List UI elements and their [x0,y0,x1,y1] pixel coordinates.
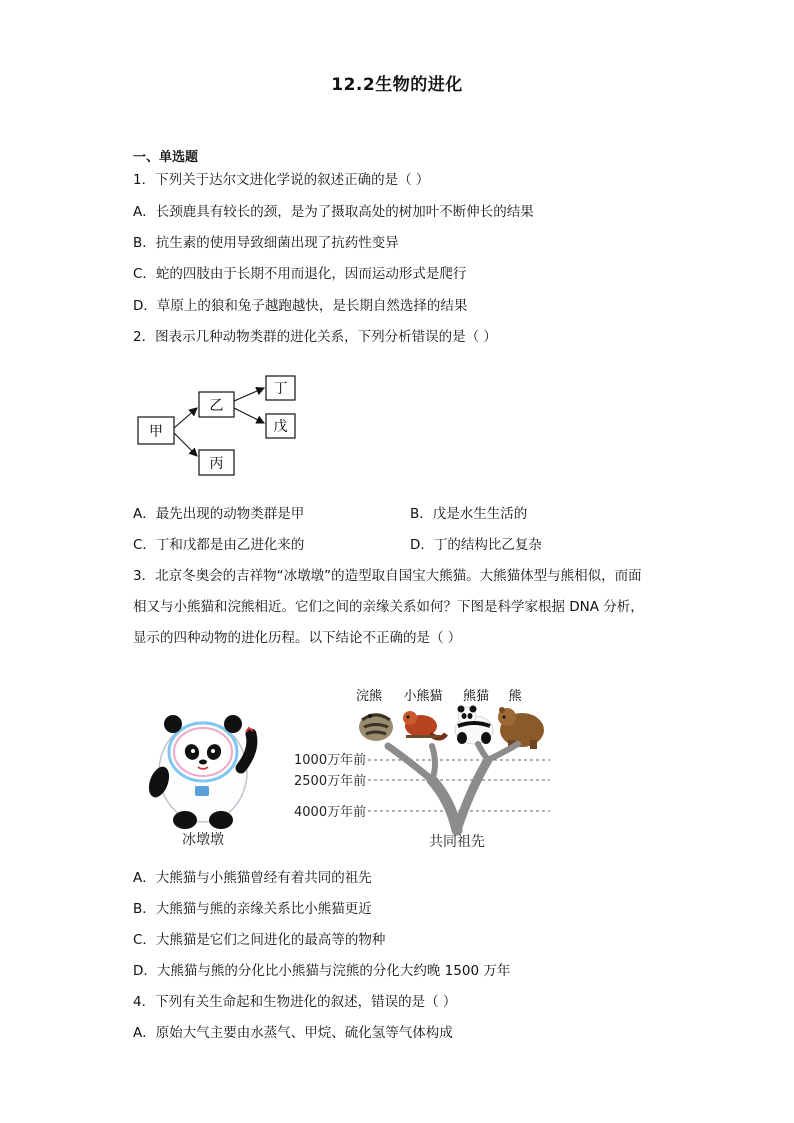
question-1-option-c: C．蛇的四肢由于长期不用而退化，因而运动形式是爬行 [133,266,467,282]
question-3-stem-line-3: 显示的四种动物的进化历程。以下结论不正确的是（ ） [133,630,462,646]
question-4-stem: 4．下列有关生命起和生物进化的叙述，错误的是（ ） [133,994,457,1010]
node-ding-label: 丁 [273,381,288,397]
arrow-jia-bing [174,433,197,456]
page-title: 12.2生物的进化 [331,75,463,95]
mascot-ear-left [164,715,182,733]
question-3-stem-line-1: 3．北京冬奥会的吉祥物“冰墩墩”的造型取自国宝大熊猫。大熊猫体型与熊相似，而面 [133,568,642,584]
time-label-4000: 4000万年前 [294,805,367,820]
section-heading: 一、单选题 [133,150,199,165]
node-bing-label: 丙 [209,456,224,472]
question-3-option-a: A．大熊猫与小熊猫曾经有着共同的祖先 [133,870,372,886]
arrow-jia-yi [174,408,197,428]
node-wu-label: 戊 [273,419,288,435]
node-yi-label: 乙 [209,398,224,414]
question-3-stem-line-2: 相又与小熊猫和浣熊相近。它们之间的亲缘关系如何？下图是科学家根据 DNA 分析， [133,599,644,615]
question-2-option-d: D．丁的结构比乙复杂 [410,537,542,553]
animal-label-red-panda: 小熊猫 [403,689,443,704]
question-1-stem: 1．下列关于达尔文进化学说的叙述正确的是（ ） [133,172,430,188]
question-2-option-a: A．最先出现的动物类群是甲 [133,506,305,522]
animal-label-raccoon: 浣熊 [355,689,383,704]
mascot-ear-right [224,715,242,733]
question-1-option-b: B．抗生素的使用导致细菌出现了抗药性变异 [133,235,399,251]
red-panda-image [403,711,446,738]
question-3-option-c: C．大熊猫是它们之间进化的最高等的物种 [133,932,386,948]
question-1-option-a: A．长颈鹿具有较长的颈，是为了摄取高处的树加叶不断伸长的结果 [133,204,534,220]
bear-image [498,707,544,749]
mascot-caption: 冰墩墩 [182,832,224,848]
question-2-stem: 2．图表示几种动物类群的进化关系，下列分析错误的是（ ） [133,329,497,345]
phylogeny-branches [388,744,518,830]
question-3-option-d: D．大熊猫与熊的分化比小熊猫与浣熊的分化大约晚 1500 万年 [133,963,511,979]
evolution-tree-diagram [130,370,310,480]
animal-label-giant-panda: 熊猫 [462,689,490,704]
animal-label-bear: 熊 [508,689,522,704]
time-label-1000: 1000万年前 [294,753,367,768]
mascot-leg-right [209,811,233,829]
giant-panda-image [455,706,493,745]
arrow-yi-wu [234,408,264,423]
raccoon-image [359,713,393,741]
animal-evolution-figure [290,680,555,852]
question-1-option-d: D．草原上的狼和兔子越跑越快，是长期自然选择的结果 [133,298,468,314]
question-2-option-b: B．戊是水生生活的 [410,506,528,522]
ancestor-label: 共同祖先 [429,834,485,850]
node-jia-label: 甲 [149,424,163,440]
time-label-2500: 2500万年前 [294,774,367,789]
question-2-option-c: C．丁和戊都是由乙进化来的 [133,537,305,553]
question-3-option-b: B．大熊猫与熊的亲缘关系比小熊猫更近 [133,901,372,917]
question-4-option-a: A．原始大气主要由水蒸气、甲烷、硫化氢等气体构成 [133,1025,453,1041]
bing-dwen-dwen-illustration [145,710,265,855]
mascot-leg-left [173,811,197,829]
arrow-yi-ding [234,388,264,401]
